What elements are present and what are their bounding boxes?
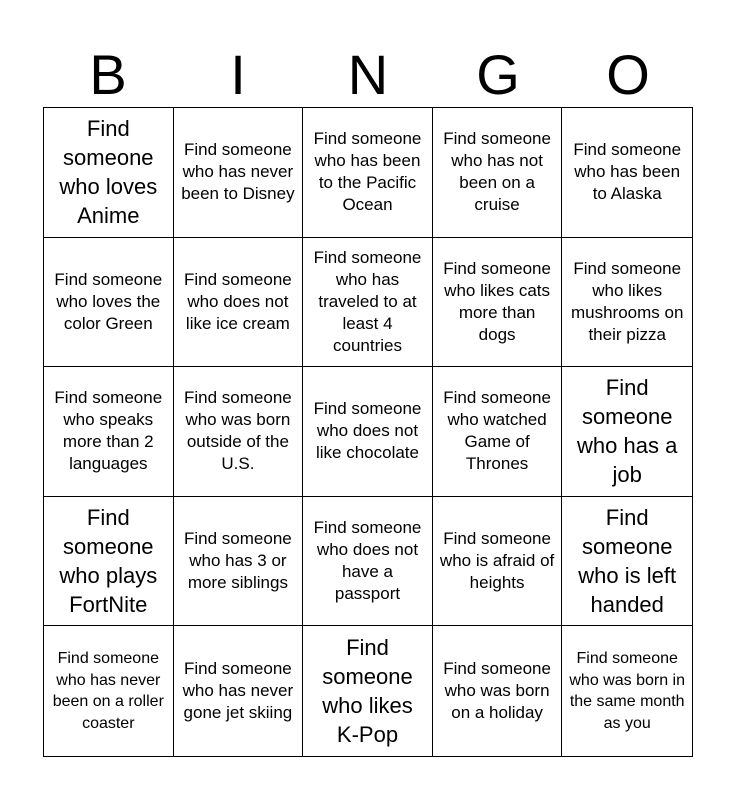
- bingo-cell[interactable]: [562, 108, 692, 238]
- cell-text: Find someone who likes cats more than dogs: [443, 258, 551, 344]
- bingo-cell[interactable]: [433, 626, 563, 756]
- bingo-header: [43, 42, 693, 108]
- cell-text: Find someone who was born outside of the U.S.: [184, 388, 292, 474]
- cell-text: Find someone who was born in the same month as you: [569, 650, 685, 732]
- bingo-cell[interactable]: [433, 497, 563, 627]
- bingo-cell[interactable]: [303, 108, 433, 238]
- cell-text: Find someone who does not like ice cream: [184, 269, 292, 333]
- header-letter-o: O: [606, 43, 650, 106]
- bingo-cell[interactable]: [44, 626, 174, 756]
- cell-text: Find someone who was born on a holiday: [443, 659, 551, 723]
- cell-text: Find someone who plays FortNite: [59, 505, 158, 618]
- bingo-cell[interactable]: [433, 108, 563, 238]
- bingo-cell[interactable]: [562, 238, 692, 368]
- bingo-cell[interactable]: [303, 238, 433, 368]
- cell-text: Find someone who has been to the Pacific Ocean: [313, 129, 422, 215]
- bingo-cell[interactable]: [174, 108, 304, 238]
- cell-text: Find someone who loves the color Green: [54, 269, 163, 333]
- bingo-cell[interactable]: [562, 367, 692, 497]
- bingo-cell[interactable]: [44, 108, 174, 238]
- header-letter-i: I: [230, 43, 246, 106]
- cell-text: Find someone who likes mushrooms on their pizza: [570, 258, 684, 344]
- header-letter-b: B: [89, 43, 127, 106]
- cell-text: Find someone who speaks more than 2 languages: [54, 388, 163, 474]
- header-letter-g: G: [476, 43, 520, 106]
- bingo-cell[interactable]: [44, 367, 174, 497]
- cell-text: Find someone who watched Game of Thrones: [443, 388, 551, 474]
- bingo-cell[interactable]: [174, 497, 304, 627]
- bingo-cell[interactable]: [44, 238, 174, 368]
- cell-text: Find someone who likes K-Pop: [322, 635, 413, 748]
- cell-text: Find someone who has a job: [577, 375, 678, 488]
- cell-text: Find someone who has 3 or more siblings: [184, 529, 292, 593]
- bingo-cell[interactable]: [174, 238, 304, 368]
- cell-text: Find someone who is afraid of heights: [439, 529, 555, 593]
- header-letter-n: N: [347, 43, 389, 106]
- bingo-cell[interactable]: [562, 497, 692, 627]
- cell-text: Find someone who does not have a passport: [313, 518, 422, 604]
- cell-text: Find someone who does not like chocolate: [313, 399, 422, 463]
- cell-text: Find someone who has traveled to at least 4 countries: [313, 247, 422, 355]
- cell-text: Find someone who has not been on a cruise: [443, 129, 551, 215]
- bingo-cell[interactable]: [433, 367, 563, 497]
- cell-text: Find someone who has never been to Disney: [181, 140, 295, 204]
- bingo-cell[interactable]: [303, 497, 433, 627]
- bingo-cell[interactable]: [174, 367, 304, 497]
- bingo-cell[interactable]: [174, 626, 304, 756]
- cell-text: Find someone who has been to Alaska: [573, 140, 682, 204]
- cell-text: Find someone who has never gone jet skiing: [182, 659, 294, 723]
- bingo-cell[interactable]: [44, 497, 174, 627]
- bingo-cell[interactable]: [562, 626, 692, 756]
- bingo-board: [43, 107, 693, 757]
- cell-text: Find someone who loves Anime: [59, 116, 158, 229]
- bingo-cell[interactable]: [433, 238, 563, 368]
- bingo-cell[interactable]: [303, 626, 433, 756]
- bingo-cell[interactable]: [303, 367, 433, 497]
- cell-text: Find someone who is left handed: [578, 505, 677, 618]
- cell-text: Find someone who has never been on a roller coaster: [52, 650, 164, 732]
